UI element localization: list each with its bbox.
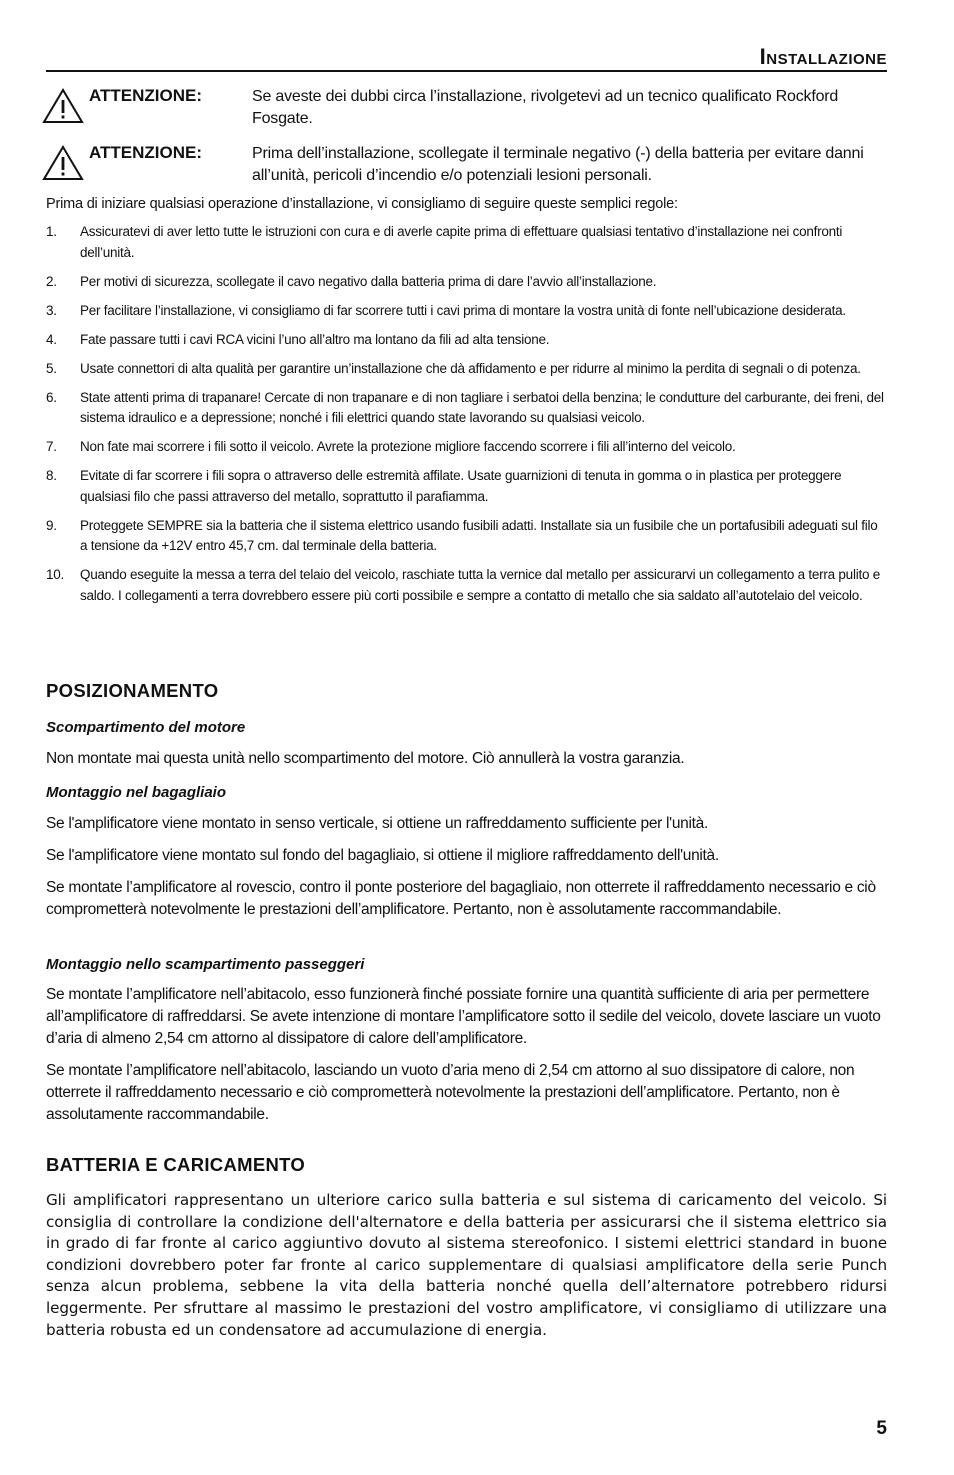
list-number: 6. <box>46 389 57 405</box>
list-item <box>46 565 887 606</box>
list-number: 10. <box>46 567 65 582</box>
page-number: 5 <box>876 1418 887 1439</box>
list-text: Per motivi di sicurezza, scollegate il cavo negativo dalla batteria prima di dare l’avvio all’installazione. <box>80 273 657 289</box>
battery-heading: BATTERIA E CARICAMENTO <box>46 1154 306 1175</box>
list-item <box>46 516 887 557</box>
list-item <box>46 330 887 351</box>
passenger-paragraph-2: Se montate l’amplificatore nell’abitacolo, lasciando un vuoto d’aria meno di 2,54 cm attorno al suo dissipatore di calore, non otterrete il raffreddamento necessario e ciò comprometterà notevolmente la prestazioni dell’amplificatore. Pertanto, non è assolutamente raccommandabile. <box>46 1062 855 1123</box>
list-text: Fate passare tutti i cavi RCA vicini l’uno all’altro ma lontano da fili ad alta tensione. <box>80 331 550 347</box>
list-item <box>46 437 887 458</box>
list-text: Evitate di far scorrere i fili sopra o attraverso delle estremità affilate. Usate guarnizioni di tenuta in gomma o in plastica per proteggere qualsiasi filo che passi attraverso del metallo, soprattutto il parafiamma. <box>80 468 842 504</box>
battery-paragraph: Gli amplificatori rappresentano un ulteriore carico sulla batteria e sul sistema di caricamento del veicolo. Si consiglia di controllare la condizione dell'alternatore e della batteria per assicurarsi che il sistema elettrico sia in grado di far fronte al carico aggiuntivo dovuto al sistema stereofonico. I sistemi elettrici standard in buone condizioni dovrebbero poter far fronte al carico supplementare di qualsiasi amplificatore della serie Punch senza alcun problema, sebbene la vita della batteria nonché quella dell’alternatore potrebbero ridursi leggermente. Per sfruttare al massimo le prestazioni del vostro amplificatore, vi consigliamo di utilizzare una batteria robusta ed un condensatore ad accumulazione di energia. <box>46 1191 887 1339</box>
positioning-heading: POSIZIONAMENTO <box>46 680 219 701</box>
warning-text: Prima dell’installazione, scollegate il terminale negativo (-) della batteria per evitare danni all’unità, pericoli d’incendio e/o potenziali lesioni personali. <box>252 145 864 184</box>
page-header <box>46 44 887 72</box>
passenger-subheading: Montaggio nello scampartimento passeggeri <box>46 956 365 973</box>
list-text: Non fate mai scorrere i fili sotto il veicolo. Avrete la protezione migliore faccendo scorrere i fili all’interno del veicolo. <box>80 439 736 454</box>
trunk-subheading: Montaggio nel bagagliaio <box>46 784 226 801</box>
rules-intro: Prima di iniziare qualsiasi operazione d’installazione, vi consigliamo di seguire queste semplici regole: <box>46 196 678 212</box>
list-number: 2. <box>46 273 57 289</box>
list-number: 3. <box>46 302 57 318</box>
warning-label: ATTENZIONE: <box>89 143 203 162</box>
warning-triangle-icon <box>42 88 84 124</box>
warning-triangle-icon <box>42 145 84 181</box>
list-text: State attenti prima di trapanare! Cercate di non trapanare e di non tagliare i serbatoi della benzina; le condutture del carburante, dei freni, del sistema idraulico e a depressione; nonché i fili elettrici quando state lavorando su qualsiasi veicolo. <box>80 389 884 425</box>
list-item <box>46 359 887 380</box>
list-number: 4. <box>46 331 57 347</box>
list-number: 7. <box>46 439 57 454</box>
list-number: 1. <box>46 224 57 239</box>
engine-paragraph: Non montate mai questa unità nello scompartimento del motore. Ciò annullerà la vostra garanzia. <box>46 750 685 767</box>
list-item <box>46 301 887 322</box>
trunk-paragraph-3: Se montate l’amplificatore al rovescio, contro il ponte posteriore del bagagliaio, non otterrete il raffreddamento necessario e ciò comprometterà notevolmente le prestazioni dell’amplificatore. Pertanto, non è assolutamente raccommandabile. <box>46 879 876 918</box>
list-item <box>46 466 887 507</box>
list-item <box>46 388 887 429</box>
list-number: 5. <box>46 360 57 376</box>
list-text: Quando eseguite la messa a terra del telaio del veicolo, raschiate tutta la vernice dal metallo per assicurarvi un collegamento a terra pulito e saldo. I collegamenti a terra dovrebbero essere più corti possibile e sempre a contatto di metallo che sia saldato all’autotelaio del veicolo. <box>80 567 880 603</box>
engine-subheading: Scompartimento del motore <box>46 719 246 736</box>
list-number: 9. <box>46 517 57 533</box>
trunk-paragraph-2: Se l'amplificatore viene montato sul fondo del bagagliaio, si ottiene il migliore raffreddamento dell'unità. <box>46 847 719 864</box>
list-number: 8. <box>46 468 57 483</box>
section-title: Installazione <box>759 44 887 69</box>
trunk-paragraph-1: Se l'amplificatore viene montato in senso verticale, si ottiene un raffreddamento sufficiente per l'unità. <box>46 815 708 832</box>
list-text: Assicuratevi di aver letto tutte le istruzioni con cura e di averle capite prima di effettuare qualsiasi tentativo d’installazione nei confronti dell’unità. <box>80 224 843 260</box>
list-text: Per facilitare l’installazione, vi consigliamo di far scorrere tutti i cavi prima di montare la vostra unità di fonte nell’ubicazione desiderata. <box>80 302 846 318</box>
warning-text: Se aveste dei dubbi circa l’installazione, rivolgetevi ad un tecnico qualificato Rockford Fosgate. <box>252 88 839 127</box>
list-text: Usate connettori di alta qualità per garantire un’installazione che dà affidamento e per ridurre al minimo la perdita di segnali o di potenza. <box>80 360 861 376</box>
installation-rules-list <box>46 222 887 615</box>
warning-label: ATTENZIONE: <box>89 86 203 105</box>
list-text: Proteggete SEMPRE sia la batteria che il sistema elettrico usando fusibili adatti. Installate sia un fusibile che un portafusibili adeguati sul filo a tensione da +12V entro 45,7 cm. dal terminale della batteria. <box>80 517 878 553</box>
list-item <box>46 222 887 263</box>
passenger-paragraph-1: Se montate l’amplificatore nell’abitacolo, esso funzionerà finché possiate fornire una quantità sufficiente di aria per permettere all’amplificatore di raffreddarsi. Se avete intenzione di montare l’amplificatore sotto il sedile del veicolo, dovete lasciare un vuoto d’aria di almeno 2,54 cm attorno al dissipatore di calore dell’amplificatore. <box>46 986 881 1047</box>
list-item <box>46 272 887 293</box>
